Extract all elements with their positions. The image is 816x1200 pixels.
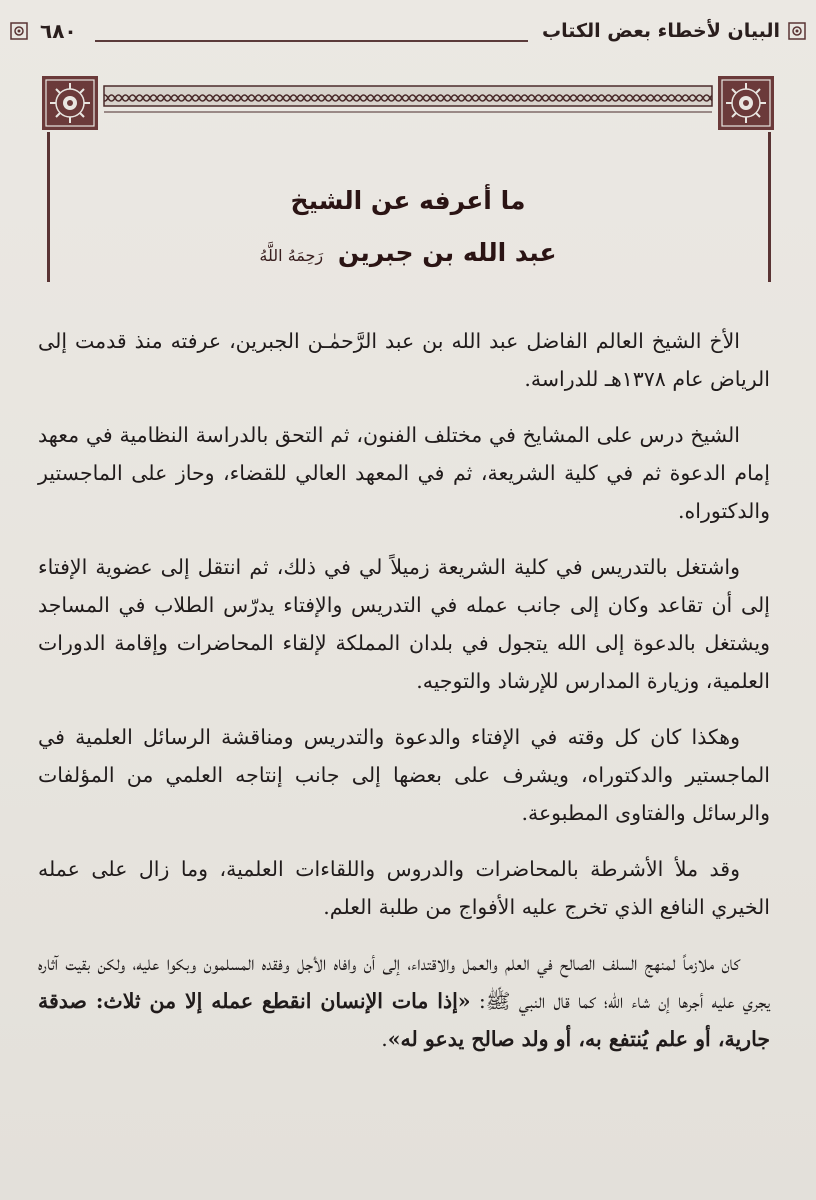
header-rule: [95, 40, 528, 42]
frame-side-line-right: [768, 132, 771, 282]
paragraph-1: الأخ الشيخ العالم الفاضل عبد الله بن عبد الرَّحمٰـن الجبرين، عرفته منذ قدمت إلى الرياض عام ١٣٧٨هـ للدراسة.: [38, 329, 770, 391]
corner-ornament-left-icon: [8, 20, 30, 42]
running-header: [8, 14, 808, 48]
frame-side-line-left: [47, 132, 50, 282]
corner-ornament-right-icon: [786, 20, 808, 42]
hadith-quote: «إذا مات الإنسان انقطع عمله إلا من ثلاث: صدقة جارية، أو علم يُنتفع به، أو ولد صالح يدعو له»: [38, 989, 770, 1051]
paragraph-2: الشيخ درس على المشايخ في مختلف الفنون، ثم التحق بالدراسة النظامية في معهد إمام الدعوة ثم في كلية الشريعة، ثم في المعهد العالي للقضاء، وحاز على الماجستير والدكتوراه.: [38, 423, 770, 523]
paragraph-6: [38, 944, 770, 1058]
paragraph-6-end: .: [381, 1027, 388, 1051]
paragraph-6-text: كان ملازماً لمنهج السلف الصالح في العلم والعمل والاقتداء، إلى أن وافاه الأجل وفقده المسلمون وبكوا عليه، ولكن بقيت آثاره يجري عليه أجرها إن شاء الله؛ كما قال النبي ﷺ:: [38, 951, 770, 1013]
running-title: البيان لأخطاء بعض الكتاب: [541, 20, 780, 42]
page-number: ٦٨٠: [40, 19, 77, 43]
honorific-mark: رَحِمَهُ اللَّهُ: [259, 246, 324, 265]
paragraph-5: وقد ملأ الأشرطة بالمحاضرات والدروس واللقاءات العلمية، وما زال على عمله الخيري النافع الذي تخرج عليه الأفواج من طلبة العلم.: [38, 857, 770, 919]
chapter-title: [100, 175, 716, 282]
title-line-2: [100, 227, 716, 282]
title-name: عبد الله بن جبرين: [337, 238, 557, 267]
medallion-right-icon: [718, 76, 774, 130]
paragraph-3: واشتغل بالتدريس في كلية الشريعة زميلاً لي في ذلك، ثم انتقل إلى عضوية الإفتاء إلى أن تقاعد وكان إلى جانب عمله في التدريس والإفتاء يدرّس الطلاب في المساجد ويشتغل بالدعوة إلى الله يتجول في بلدان المملكة لإلقاء المحاضرات وإقامة الدورات العلمية، وزيارة المدارس للإرشاد والتوجيه.: [38, 555, 771, 693]
medallion-left-icon: [42, 76, 98, 130]
body-text: [38, 322, 770, 1076]
paragraph-4: وهكذا كان كل وقته في الإفتاء والدعوة والتدريس ومناقشة الرسائل العلمية في الماجستير والدكتوراه، ويشرف على بعضها إلى جانب إنتاجه العلمي من المؤلفات والرسائل والفتاوى المطبوعة.: [38, 725, 770, 825]
decorative-frame: [38, 74, 778, 132]
title-line-1: ما أعرفه عن الشيخ: [290, 186, 526, 215]
